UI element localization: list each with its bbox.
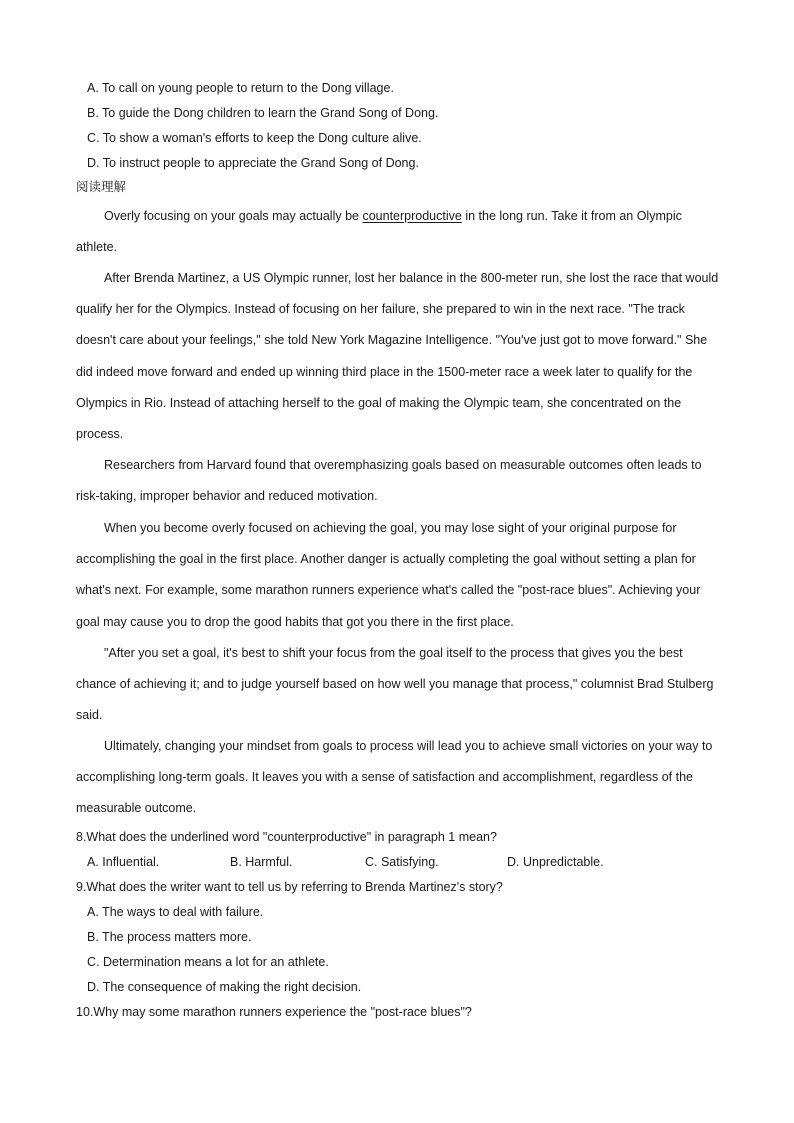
passage-paragraph-4 [76, 513, 721, 638]
p5-text: "After you set a goal, it's best to shift your focus from the goal itself to the process that gives you the best chance of achieving it; and to judge yourself based on how well you manage that process," columnist Brad Stulberg said. [76, 646, 714, 723]
passage-paragraph-2 [76, 263, 721, 450]
q8-option-a: A. Influential. [87, 855, 160, 869]
prev-option-d: D. To instruct people to appreciate the Grand Song of Dong. [87, 156, 419, 170]
q8-option-b: B. Harmful. [230, 855, 293, 869]
question-8-stem: 8.What does the underlined word "counterproductive" in paragraph 1 mean? [76, 830, 497, 844]
p1-text-after: in the long run. Take it from an Olympic athlete. [76, 209, 682, 255]
p2-text: After Brenda Martinez, a US Olympic runner, lost her balance in the 800-meter run, she lost the race that would qualify her for the Olympics. Instead of focusing on her failure, she prepared to win in the next race. "The track doesn't care about your feelings," she told New York Magazine Intelligence. "You've just got to move forward." She did indeed move forward and ended up winning third place in the 1500-meter race a week later to qualify for the Olympics in Rio. Instead of attaching herself to the goal of making the Olympic team, she concentrated on the process. [76, 271, 719, 442]
prev-option-a: A. To call on young people to return to the Dong village. [87, 81, 394, 95]
p3-text: Researchers from Harvard found that overemphasizing goals based on measurable outcomes often leads to risk-taking, improper behavior and reduced motivation. [76, 458, 702, 504]
passage-paragraph-5 [76, 638, 721, 732]
passage-paragraph-3 [76, 450, 721, 512]
prev-option-b: B. To guide the Dong children to learn the Grand Song of Dong. [87, 106, 439, 120]
p1-text-before: Overly focusing on your goals may actually be [104, 209, 363, 223]
q9-option-b: B. The process matters more. [87, 930, 252, 944]
q9-option-d: D. The consequence of making the right decision. [87, 980, 362, 994]
q8-option-d: D. Unpredictable. [507, 855, 604, 869]
prev-option-c: C. To show a woman's efforts to keep the Dong culture alive. [87, 131, 422, 145]
q8-option-c: C. Satisfying. [365, 855, 439, 869]
p6-text: Ultimately, changing your mindset from goals to process will lead you to achieve small victories on your way to accomplishing long-term goals. It leaves you with a sense of satisfaction and accomplishment, regardless of the measurable outcome. [76, 739, 713, 816]
q9-option-a: A. The ways to deal with failure. [87, 905, 264, 919]
underlined-word: counterproductive [362, 209, 462, 223]
passage-paragraph-6 [76, 731, 721, 825]
passage-paragraph-1 [76, 201, 721, 263]
question-9-stem: 9.What does the writer want to tell us by referring to Brenda Martinez's story? [76, 880, 503, 894]
p4-text: When you become overly focused on achieving the goal, you may lose sight of your original purpose for accomplishing the goal in the first place. Another danger is actually completing the goal without setting a plan for what's next. For example, some marathon runners experience what's called the "post-race blues". Achieving your goal may cause you to drop the good habits that got you there in the first place. [76, 521, 701, 629]
q9-option-c: C. Determination means a lot for an athlete. [87, 955, 329, 969]
section-heading: 阅读理解 [76, 179, 127, 194]
question-10-stem: 10.Why may some marathon runners experience the "post-race blues"? [76, 1005, 472, 1019]
question-8-options [87, 854, 647, 870]
